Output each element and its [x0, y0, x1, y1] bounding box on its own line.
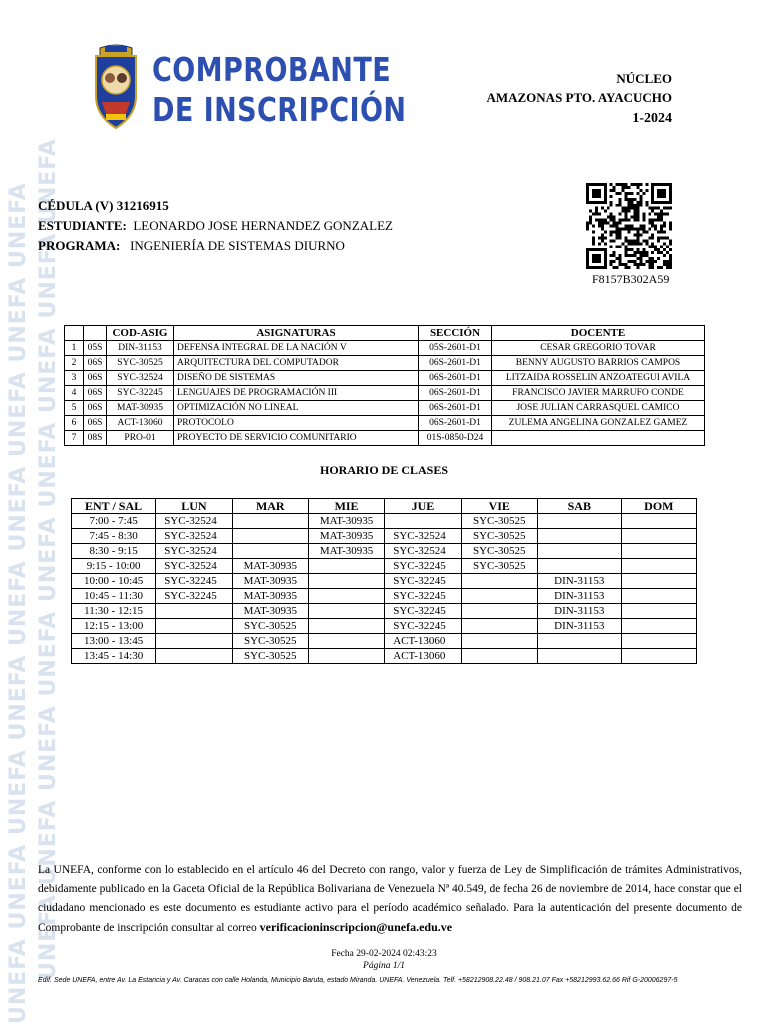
schedule-cell: MAT-30935: [232, 604, 308, 619]
subject-index: 5: [65, 401, 84, 416]
subject-code: SYC-32245: [107, 386, 174, 401]
schedule-cell: SYC-30525: [461, 529, 537, 544]
subject-row: [65, 431, 705, 446]
schedule-cell: [621, 544, 696, 559]
col-cod-asig: COD-ASIG: [107, 326, 174, 341]
schedule-cell: SYC-32245: [156, 589, 232, 604]
schedule-cell: [308, 619, 384, 634]
subject-teacher: ZULEMA ANGELINA GONZALEZ GAMEZ: [492, 416, 705, 431]
program-label: PROGRAMA:: [38, 238, 121, 253]
schedule-header-row: [72, 499, 697, 514]
subject-row: [65, 401, 705, 416]
subject-teacher: FRANCISCO JAVIER MARRUFO CONDE: [492, 386, 705, 401]
program-name: INGENIERÍA DE SISTEMAS DIURNO: [130, 238, 345, 253]
col-index: [65, 326, 84, 341]
qr-code-icon: [586, 183, 672, 269]
schedule-cell: [308, 589, 384, 604]
schedule-cell: SYC-32524: [385, 544, 461, 559]
subject-index: 7: [65, 431, 84, 446]
subject-teacher: CESAR GREGORIO TOVAR: [492, 341, 705, 356]
col-asignaturas: ASIGNATURAS: [174, 326, 419, 341]
schedule-cell: [621, 574, 696, 589]
schedule-row: [72, 604, 697, 619]
schedule-time: 13:00 - 13:45: [72, 634, 156, 649]
subject-section: 01S-0850-D24: [419, 431, 492, 446]
col-mar: MAR: [232, 499, 308, 514]
schedule-cell: ACT-13060: [385, 634, 461, 649]
footer-address: Edif. Sede UNEFA, entre Av. La Estancia y Av. Caracas con calle Holanda, Municipio Baruta, estado Miranda. UNEFA. Venezuela. Telf. +58212908.22.48 / 908.21.07 Fax +58212993.62.66 Rif G-20006297-5: [38, 977, 678, 984]
subject-teacher: JOSE JULIAN CARRASQUEL CAMICO: [492, 401, 705, 416]
subject-row: [65, 386, 705, 401]
document-title: [152, 50, 406, 130]
schedule-cell: [232, 544, 308, 559]
schedule-cell: MAT-30935: [232, 589, 308, 604]
subject-section: 06S-2601-D1: [419, 416, 492, 431]
nucleo-name: AMAZONAS PTO. AYACUCHO: [486, 90, 672, 105]
schedule-cell: [621, 529, 696, 544]
schedule-cell: [537, 514, 621, 529]
col-lun: LUN: [156, 499, 232, 514]
schedule-cell: SYC-32245: [385, 574, 461, 589]
schedule-row: [72, 589, 697, 604]
nucleo-label: NÚCLEO: [616, 71, 672, 86]
subject-row: [65, 416, 705, 431]
subject-teacher: LITZAIDA ROSSELIN ANZOATEGUI AVILA: [492, 371, 705, 386]
schedule-cell: [461, 619, 537, 634]
schedule-cell: [308, 559, 384, 574]
schedule-cell: [537, 544, 621, 559]
subject-code: SYC-32524: [107, 371, 174, 386]
schedule-cell: [461, 589, 537, 604]
schedule-cell: [537, 649, 621, 664]
schedule-time: 12:15 - 13:00: [72, 619, 156, 634]
schedule-cell: [537, 559, 621, 574]
col-mie: MIE: [308, 499, 384, 514]
schedule-cell: SYC-30525: [461, 514, 537, 529]
schedule-cell: SYC-32245: [385, 559, 461, 574]
schedule-cell: DIN-31153: [537, 619, 621, 634]
schedule-cell: [621, 604, 696, 619]
unefa-shield-logo: [92, 44, 140, 132]
col-seccion: SECCIÓN: [419, 326, 492, 341]
schedule-cell: SYC-32524: [156, 544, 232, 559]
schedule-cell: [621, 589, 696, 604]
subject-name: PROYECTO DE SERVICIO COMUNITARIO: [174, 431, 419, 446]
schedule-cell: [621, 559, 696, 574]
schedule-time: 8:30 - 9:15: [72, 544, 156, 559]
schedule-time: 7:45 - 8:30: [72, 529, 156, 544]
subject-index: 6: [65, 416, 84, 431]
col-docente: DOCENTE: [492, 326, 705, 341]
schedule-cell: [461, 634, 537, 649]
subject-section: 06S-2601-D1: [419, 401, 492, 416]
schedule-time: 10:45 - 11:30: [72, 589, 156, 604]
subject-semester: 06S: [84, 401, 107, 416]
schedule-cell: SYC-32245: [385, 589, 461, 604]
schedule-cell: MAT-30935: [232, 574, 308, 589]
schedule-cell: [621, 514, 696, 529]
schedule-cell: SYC-32524: [156, 559, 232, 574]
title-line-2: DE INSCRIPCIÓN: [152, 90, 407, 129]
subject-code: ACT-13060: [107, 416, 174, 431]
schedule-cell: SYC-32524: [156, 529, 232, 544]
schedule-row: [72, 619, 697, 634]
schedule-cell: [156, 634, 232, 649]
verification-email-link[interactable]: verificacioninscripcion@unefa.edu.ve: [259, 920, 453, 934]
watermark-col-1: UNEFA UNEFA UNEFA UNEFA UNEFA UNEFA UNEFA UNEFA UNEFA: [6, 182, 31, 1024]
schedule-cell: [308, 574, 384, 589]
subject-code: DIN-31153: [107, 341, 174, 356]
schedule-cell: [621, 619, 696, 634]
schedule-cell: [461, 649, 537, 664]
page-number: Página 1/1: [363, 961, 405, 971]
issue-date: Fecha 29-02-2024 02:43:23: [331, 949, 437, 959]
subject-section: 06S-2601-D1: [419, 356, 492, 371]
subject-index: 1: [65, 341, 84, 356]
schedule-cell: [156, 649, 232, 664]
subject-semester: 08S: [84, 431, 107, 446]
subject-name: ARQUITECTURA DEL COMPUTADOR: [174, 356, 419, 371]
schedule-row: [72, 649, 697, 664]
schedule-row: [72, 574, 697, 589]
subject-index: 2: [65, 356, 84, 371]
subject-row: [65, 356, 705, 371]
nucleo-block: [486, 69, 672, 128]
schedule-cell: [385, 514, 461, 529]
schedule-cell: SYC-32245: [385, 619, 461, 634]
schedule-cell: [308, 634, 384, 649]
schedule-time: 7:00 - 7:45: [72, 514, 156, 529]
watermark-col-2: UNEFA UNEFA UNEFA UNEFA UNEFA UNEFA UNEFA UNEFA UNEFA: [36, 138, 61, 980]
subject-code: SYC-30525: [107, 356, 174, 371]
subject-section: 05S-2601-D1: [419, 341, 492, 356]
subject-semester: 05S: [84, 341, 107, 356]
subject-index: 4: [65, 386, 84, 401]
schedule-time: 13:45 - 14:30: [72, 649, 156, 664]
schedule-cell: [537, 634, 621, 649]
schedule-cell: DIN-31153: [537, 604, 621, 619]
schedule-cell: ACT-13060: [385, 649, 461, 664]
col-dom: DOM: [621, 499, 696, 514]
schedule-cell: [621, 649, 696, 664]
schedule-time: 10:00 - 10:45: [72, 574, 156, 589]
schedule-cell: [308, 604, 384, 619]
schedule-cell: MAT-30935: [308, 514, 384, 529]
schedule-cell: SYC-30525: [461, 544, 537, 559]
subject-name: PROTOCOLO: [174, 416, 419, 431]
col-time: ENT / SAL: [72, 499, 156, 514]
col-vie: VIE: [461, 499, 537, 514]
schedule-row: [72, 544, 697, 559]
subject-code: PRO-01: [107, 431, 174, 446]
title-line-1: COMPROBANTE: [152, 50, 392, 89]
subject-code: MAT-30935: [107, 401, 174, 416]
schedule-cell: [621, 634, 696, 649]
subjects-header-row: [65, 326, 705, 341]
col-sab: SAB: [537, 499, 621, 514]
subject-name: LENGUAJES DE PROGRAMACIÓN III: [174, 386, 419, 401]
subject-row: [65, 341, 705, 356]
schedule-row: [72, 529, 697, 544]
schedule-cell: DIN-31153: [537, 574, 621, 589]
schedule-time: 11:30 - 12:15: [72, 604, 156, 619]
subject-semester: 06S: [84, 416, 107, 431]
schedule-cell: DIN-31153: [537, 589, 621, 604]
schedule-cell: SYC-32524: [156, 514, 232, 529]
schedule-cell: [461, 604, 537, 619]
schedule-cell: SYC-30525: [461, 559, 537, 574]
schedule-cell: [308, 649, 384, 664]
schedule-cell: MAT-30935: [308, 544, 384, 559]
cedula: CÉDULA (V) 31216915: [38, 198, 169, 213]
schedule-cell: SYC-30525: [232, 619, 308, 634]
schedule-cell: [461, 574, 537, 589]
subject-semester: 06S: [84, 386, 107, 401]
legal-statement: [38, 861, 742, 938]
schedule-row: [72, 514, 697, 529]
footer-date-block: [0, 948, 768, 972]
subject-name: DISEÑO DE SISTEMAS: [174, 371, 419, 386]
schedule-cell: [537, 529, 621, 544]
schedule-cell: SYC-32245: [385, 604, 461, 619]
schedule-cell: [156, 604, 232, 619]
subject-name: DEFENSA INTEGRAL DE LA NACIÓN V: [174, 341, 419, 356]
student-label: ESTUDIANTE:: [38, 218, 127, 233]
subject-section: 06S-2601-D1: [419, 371, 492, 386]
schedule-cell: SYC-30525: [232, 634, 308, 649]
schedule-table: [71, 498, 697, 664]
schedule-cell: MAT-30935: [232, 559, 308, 574]
schedule-cell: [156, 619, 232, 634]
schedule-cell: SYC-32524: [385, 529, 461, 544]
schedule-cell: [232, 514, 308, 529]
schedule-row: [72, 634, 697, 649]
schedule-cell: [232, 529, 308, 544]
student-info: [38, 196, 393, 256]
subject-index: 3: [65, 371, 84, 386]
subject-name: OPTIMIZACIÓN NO LINEAL: [174, 401, 419, 416]
student-name: LEONARDO JOSE HERNANDEZ GONZALEZ: [133, 218, 393, 233]
subject-semester: 06S: [84, 356, 107, 371]
qr-code-text: F8157B302A59: [592, 272, 670, 286]
schedule-row: [72, 559, 697, 574]
subject-teacher: [492, 431, 705, 446]
schedule-cell: SYC-32245: [156, 574, 232, 589]
subject-semester: 06S: [84, 371, 107, 386]
schedule-time: 9:15 - 10:00: [72, 559, 156, 574]
legal-text: La UNEFA, conforme con lo establecido en el artículo 46 del Decreto con rango, valor y fuerza de Ley de Simplificación de trámites Administrativos, debidamente publicado en la Gaceta Oficial de la República Bolivariana de Venezuela Nª 40.549, de fecha 26 de noviembre de 2014, hace constar que el ciudadano mencionado es este documento es estudiante activo para el período académico señalado. Para la autenticación del presente documento de Comprobante de inscripción consultar al correo: [38, 864, 742, 934]
schedule-cell: SYC-30525: [232, 649, 308, 664]
academic-period: 1-2024: [632, 111, 672, 126]
col-semester: [84, 326, 107, 341]
subjects-table: [64, 325, 705, 446]
schedule-title: HORARIO DE CLASES: [319, 463, 449, 477]
schedule-cell: MAT-30935: [308, 529, 384, 544]
col-jue: JUE: [385, 499, 461, 514]
subject-section: 06S-2601-D1: [419, 386, 492, 401]
subject-row: [65, 371, 705, 386]
subject-teacher: BENNY AUGUSTO BARRIOS CAMPOS: [492, 356, 705, 371]
